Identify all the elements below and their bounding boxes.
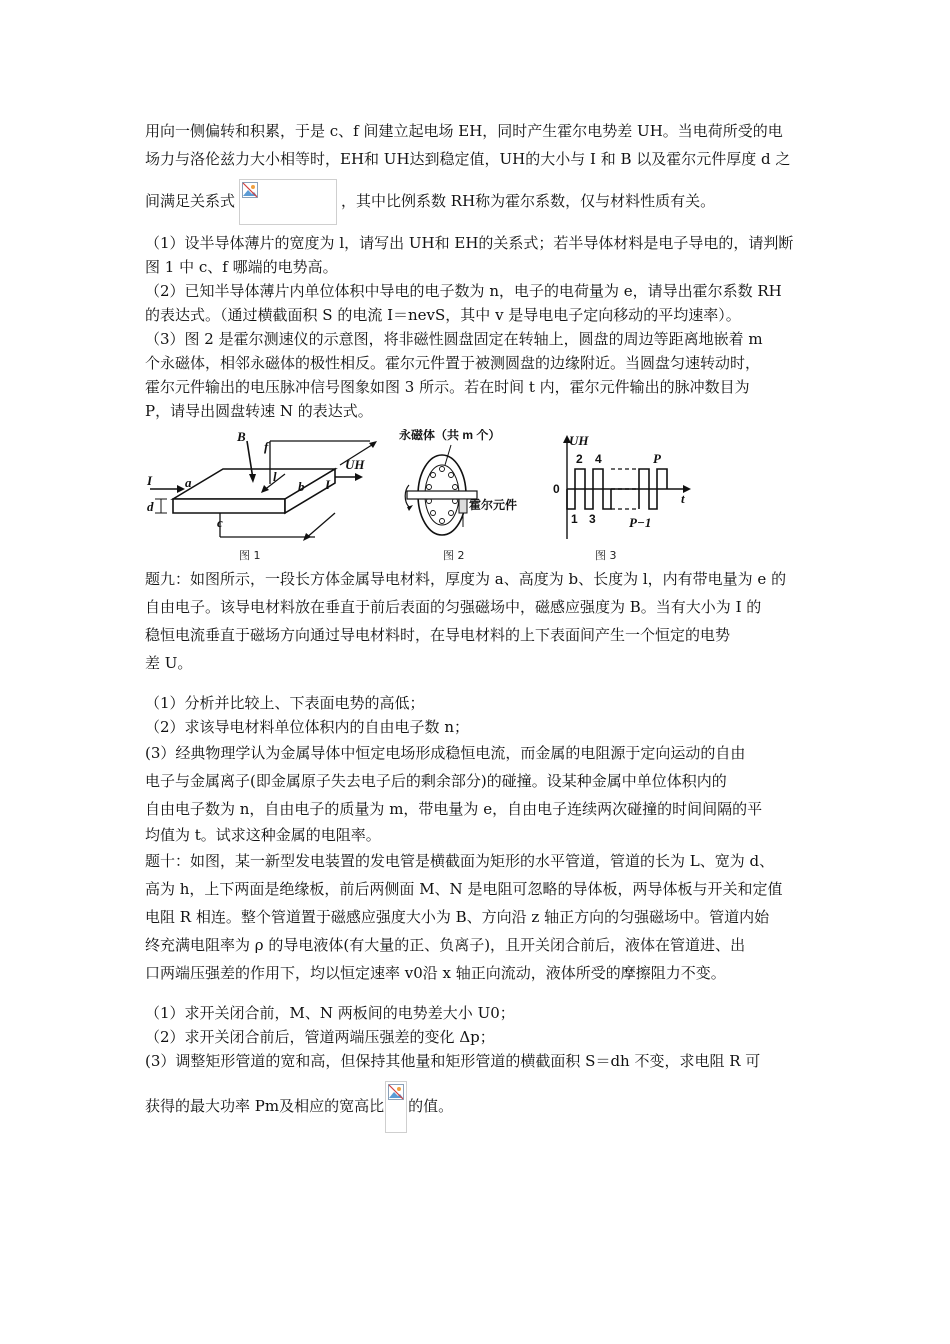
label-I-right: I <box>325 477 331 492</box>
figure-2-caption: 图 2 <box>443 549 465 562</box>
label-c: c <box>217 515 223 530</box>
label-b: b <box>298 479 305 494</box>
paragraph-line: 用向一侧偏转和积累，于是 c、f 间建立起电场 EH，同时产生霍尔电势差 UH。当电荷所受的电 <box>145 122 783 140</box>
figure-3-waveform <box>547 429 697 549</box>
label-f: f <box>264 439 269 454</box>
label-magnets: 永磁体（共 m 个） <box>399 429 501 442</box>
label-P-minus-1: P−1 <box>629 515 652 530</box>
problem-10-line: 电阻 R 相连。整个管道置于磁感应强度大小为 B、方向沿 z 轴正方向的匀强磁场中。管道内始 <box>145 908 770 926</box>
problem-10-question <box>145 1081 813 1133</box>
label-2: 2 <box>576 452 583 466</box>
problem-9-line: 稳恒电流垂直于磁场方向通过导电材料时，在导电材料的上下表面间产生一个恒定的电势 <box>145 626 731 644</box>
label-d: d <box>147 499 154 514</box>
question-line: 的表达式。（通过横截面积 S 的电流 I＝nevS，其中 v 是导电电子定向移动的平均速率）。 <box>145 306 741 324</box>
figure-1-caption: 图 1 <box>239 549 261 562</box>
label-4: 4 <box>595 452 602 466</box>
figure-3-caption: 图 3 <box>595 549 617 562</box>
document-body <box>145 117 813 1133</box>
label-hall-element: 霍尔元件 <box>469 498 518 512</box>
problem-9-question: (3）经典物理学认为金属导体中恒定电场形成稳恒电流，而金属的电阻源于定向运动的自由 <box>145 744 746 762</box>
problem-9-question: 电子与金属离子(即金属原子失去电子后的剩余部分)的碰撞。设某种金属中单位体积内的 <box>145 772 727 790</box>
text-fragment: ，其中比例系数 RH称为霍尔系数，仅与材料性质有关。 <box>341 192 716 210</box>
text-fragment: 的值。 <box>408 1097 454 1115</box>
question-line: 图 1 中 c、f 哪端的电势高。 <box>145 258 338 276</box>
label-1: 1 <box>571 512 578 526</box>
question-line: P，请导出圆盘转速 N 的表达式。 <box>145 402 373 420</box>
broken-image-icon <box>388 1084 404 1100</box>
label-B: B <box>237 429 246 444</box>
label-l: l <box>273 469 277 484</box>
problem-10-question: (3）调整矩形管道的宽和高，但保持其他量和矩形管道的横截面积 S＝dh 不变，求电阻 R 可 <box>145 1052 761 1070</box>
question-line: 霍尔元件输出的电压脉冲信号图象如图 3 所示。若在时间 t 内，霍尔元件输出的脉冲数目为 <box>145 378 750 396</box>
problem-10-line: 口两端压强差的作用下，均以恒定速率 v0沿 x 轴正向流动，液体所受的摩擦阻力不变。 <box>145 964 726 982</box>
problem-9-question: 自由电子数为 n，自由电子的质量为 m，带电量为 e，自由电子连续两次碰撞的时间间隔的平 <box>145 800 763 818</box>
text-fragment: 获得的最大功率 Pm及相应的宽高比 <box>145 1097 385 1115</box>
problem-9-line: 自由电子。该导电材料放在垂直于前后表面的匀强磁场中，磁感应强度为 B。当有大小为 I 的 <box>145 598 762 616</box>
problem-9-line: 题九：如图所示，一段长方体金属导电材料，厚度为 a、高度为 b、长度为 l，内有带电量为 e 的 <box>145 570 787 588</box>
problem-10-question: （1）求开关闭合前，M、N 两板间的电势差大小 U0； <box>145 1004 515 1022</box>
label-t: t <box>681 491 685 506</box>
label-I-left: I <box>147 473 153 488</box>
label-UH: UH <box>345 457 365 472</box>
broken-image-icon <box>242 182 258 198</box>
figure-2-disk <box>397 429 537 549</box>
label-UH: UH <box>569 433 589 448</box>
problem-9-question: （2）求该导电材料单位体积内的自由电子数 n； <box>145 718 469 736</box>
label-3: 3 <box>589 512 596 526</box>
problem-10-question: （2）求开关闭合前后，管道两端压强差的变化 Δp； <box>145 1028 495 1046</box>
problem-9-line: 差 U。 <box>145 654 193 672</box>
question-line: （1）设半导体薄片的宽度为 l，请写出 UH和 EH的关系式；若半导体材料是电子导电的，请判断 <box>145 234 794 252</box>
ratio-image-placeholder <box>385 1081 407 1133</box>
figure-row <box>145 429 813 561</box>
problem-10-line: 终充满电阻率为 ρ 的导电液体(有大量的正、负离子)，且开关闭合前后，液体在管道进、出 <box>145 936 746 954</box>
question-line: （3）图 2 是霍尔测速仪的示意图，将非磁性圆盘固定在转轴上，圆盘的周边等距离地嵌着 m <box>145 330 763 348</box>
paragraph-line <box>145 179 813 225</box>
label-P: P <box>653 451 661 466</box>
formula-image-placeholder <box>239 179 337 225</box>
problem-10-line: 高为 h，上下两面是绝缘板，前后两侧面 M、N 是电阻可忽略的导体板，两导体板与开关和定值 <box>145 880 783 898</box>
label-zero: 0 <box>553 482 560 496</box>
text-fragment: 间满足关系式 <box>145 192 236 210</box>
paragraph-line: 场力与洛伦兹力大小相等时，EH和 UH达到稳定值，UH的大小与 I 和 B 以及霍尔元件厚度 d 之 <box>145 150 791 168</box>
problem-9-question: （1）分析并比较上、下表面电势的高低； <box>145 694 425 712</box>
problem-9-question: 均值为 t。试求这种金属的电阻率。 <box>145 826 381 844</box>
label-a: a <box>185 475 192 490</box>
question-line: （2）已知半导体薄片内单位体积中导电的电子数为 n，电子的电荷量为 e，请导出霍尔系数 RH <box>145 282 782 300</box>
question-line: 个永磁体，相邻永磁体的极性相反。霍尔元件置于被测圆盘的边缘附近。当圆盘匀速转动时， <box>145 354 761 372</box>
problem-10-line: 题十：如图，某一新型发电装置的发电管是横截面为矩形的水平管道，管道的长为 L、宽为 d、 <box>145 852 775 870</box>
figure-1-hall-slab <box>145 429 385 549</box>
